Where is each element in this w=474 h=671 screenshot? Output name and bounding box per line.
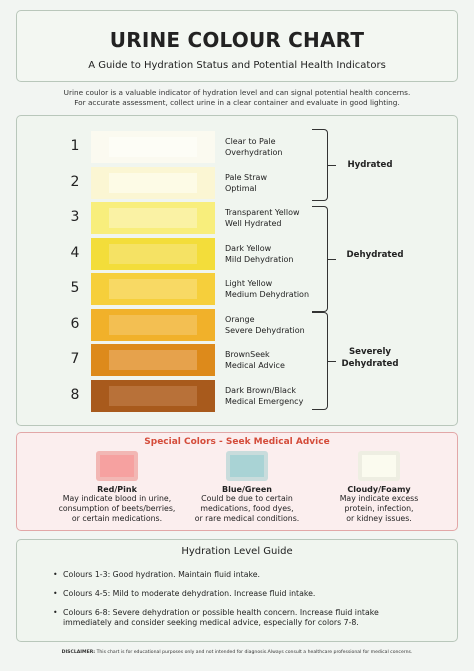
disclaimer: [0, 650, 474, 655]
page-title: URINE COLOUR CHART: [109, 28, 365, 52]
color-name: Pale Straw: [225, 172, 268, 182]
special-color-line: May indicate excess: [339, 494, 419, 503]
color-description: [225, 349, 285, 371]
special-color-line: protein, infection,: [344, 504, 414, 513]
color-status: Medical Advice: [225, 361, 285, 370]
color-number: 2: [70, 173, 80, 190]
color-swatch: [91, 344, 215, 376]
special-color-item: [174, 451, 320, 524]
special-colors-title: Special Colors - Seek Medical Advice: [144, 437, 330, 447]
color-number: 1: [70, 138, 80, 154]
color-chart-panel: [16, 115, 458, 426]
group-label-line: Dehydrated: [346, 250, 404, 260]
special-color-swatch: [96, 451, 138, 481]
bullet-icon: •: [53, 589, 58, 598]
color-swatch-inner: [109, 244, 197, 264]
disclaimer-label: DISCLAIMER:: [61, 650, 96, 655]
color-swatch: [91, 380, 215, 412]
color-swatch-inner: [109, 350, 197, 370]
special-color-name: Blue/Green: [222, 485, 272, 494]
color-row: [17, 273, 457, 305]
color-name: Light Yellow: [225, 279, 273, 288]
group-label-severely-dehydrated: [335, 346, 405, 370]
special-color-line: medications, food dyes,: [200, 504, 294, 513]
hydration-guide-panel: [16, 539, 458, 642]
guide-list-item: [53, 570, 423, 580]
color-number: 4: [70, 244, 80, 261]
color-status: Overhydration: [225, 148, 283, 157]
color-swatch-inner: [109, 279, 197, 299]
bullet-icon: •: [53, 608, 58, 617]
guide-list-item: [53, 608, 423, 628]
color-swatch: [91, 238, 215, 270]
guide-item-line: immediately and consider seeking medical advice, especially for colors 7-8.: [63, 618, 359, 627]
hydration-guide-title: Hydration Level Guide: [181, 546, 293, 557]
color-swatch-inner: [109, 208, 197, 228]
guide-item-line: Colours 6-8: Severe dehydration or possible health concern. Increase fluid intake: [63, 608, 379, 617]
bullet-icon: •: [53, 570, 58, 579]
intro-line: Urine coulor is a valuable indicator of hydration level and can signal potential health concerns.: [63, 88, 411, 97]
color-description: [225, 207, 300, 229]
color-swatch-inner: [109, 386, 197, 406]
color-row: [17, 309, 457, 341]
color-swatch-inner: [109, 315, 197, 335]
color-name: BrownSeek: [225, 350, 270, 359]
special-color-line: or certain medications.: [71, 514, 163, 523]
special-color-line: consumption of beets/berries,: [58, 504, 176, 513]
color-number: 5: [70, 280, 80, 296]
color-description: [225, 385, 303, 407]
color-description: [225, 136, 283, 158]
special-colors-panel: [16, 432, 458, 531]
hydration-guide-list: [53, 570, 423, 637]
color-status: Mild Dehydration: [225, 254, 294, 264]
special-color-fill: [230, 455, 264, 477]
color-swatch: [91, 131, 215, 163]
intro-line: For accurate assessment, collect urine in a clear container and evaluate in good lighting.: [74, 98, 400, 107]
color-status: Severe Dehydration: [225, 325, 305, 335]
color-description: [225, 243, 293, 265]
special-color-fill: [362, 455, 396, 477]
group-label-line: Dehydrated: [341, 359, 399, 369]
color-number: 7: [70, 351, 80, 367]
guide-item-line: Colours 1-3: Good hydration. Maintain fluid intake.: [63, 570, 261, 579]
special-color-item: [306, 451, 452, 524]
color-swatch-inner: [109, 137, 197, 157]
header-panel: [16, 10, 458, 82]
color-description: [225, 172, 267, 194]
color-description: [225, 278, 309, 300]
color-row: [17, 167, 457, 199]
severely-dehydrated-bracket: [312, 312, 328, 410]
guide-item-line: Colours 4-5: Mild to moderate dehydration. Increase fluid intake.: [63, 589, 316, 598]
special-color-line: Could be due to certain: [201, 494, 293, 503]
group-label-dehydrated: [335, 249, 415, 261]
color-status: Well Hydrated: [225, 219, 282, 228]
color-status: Medium Dehydration: [225, 290, 310, 299]
color-name: Orange: [225, 314, 255, 324]
guide-list-item: [53, 589, 423, 599]
special-color-swatch: [358, 451, 400, 481]
group-label-line: Hydrated: [347, 160, 393, 170]
special-color-line: or kidney issues.: [346, 514, 412, 523]
disclaimer-text: This chart is for educational purposes only and not intended for diagnosis.Always consult a healthcare professional for medical concerns.: [96, 650, 413, 655]
group-label-hydrated: [335, 159, 405, 171]
special-color-line: May indicate blood in urine,: [62, 494, 172, 503]
color-swatch-inner: [109, 173, 197, 193]
color-name: Transparent Yellow: [225, 208, 300, 217]
color-status: Optimal: [225, 183, 257, 193]
special-color-name: Red/Pink: [97, 485, 137, 494]
color-name: Dark Yellow: [225, 243, 272, 253]
color-status: Medical Emergency: [225, 396, 304, 406]
color-swatch: [91, 202, 215, 234]
color-number: 8: [70, 386, 80, 403]
special-color-name: Cloudy/Foamy: [347, 485, 411, 494]
color-swatch: [91, 167, 215, 199]
special-color-fill: [100, 455, 134, 477]
page-subtitle: A Guide to Hydration Status and Potential Health Indicators: [88, 60, 386, 71]
color-name: Dark Brown/Black: [225, 385, 296, 395]
color-number: 3: [70, 209, 80, 225]
intro-text: [0, 88, 474, 108]
special-color-line: or rare medical conditions.: [194, 514, 300, 523]
color-row: [17, 202, 457, 234]
group-label-line: Severely: [348, 347, 392, 357]
color-swatch: [91, 309, 215, 341]
hydrated-bracket: [312, 129, 328, 201]
color-swatch: [91, 273, 215, 305]
color-number: 6: [70, 315, 80, 332]
color-description: [225, 314, 305, 336]
special-color-item: [44, 451, 190, 524]
dehydrated-bracket: [312, 206, 328, 312]
special-color-swatch: [226, 451, 268, 481]
color-name: Clear to Pale: [225, 137, 276, 146]
color-row: [17, 380, 457, 412]
